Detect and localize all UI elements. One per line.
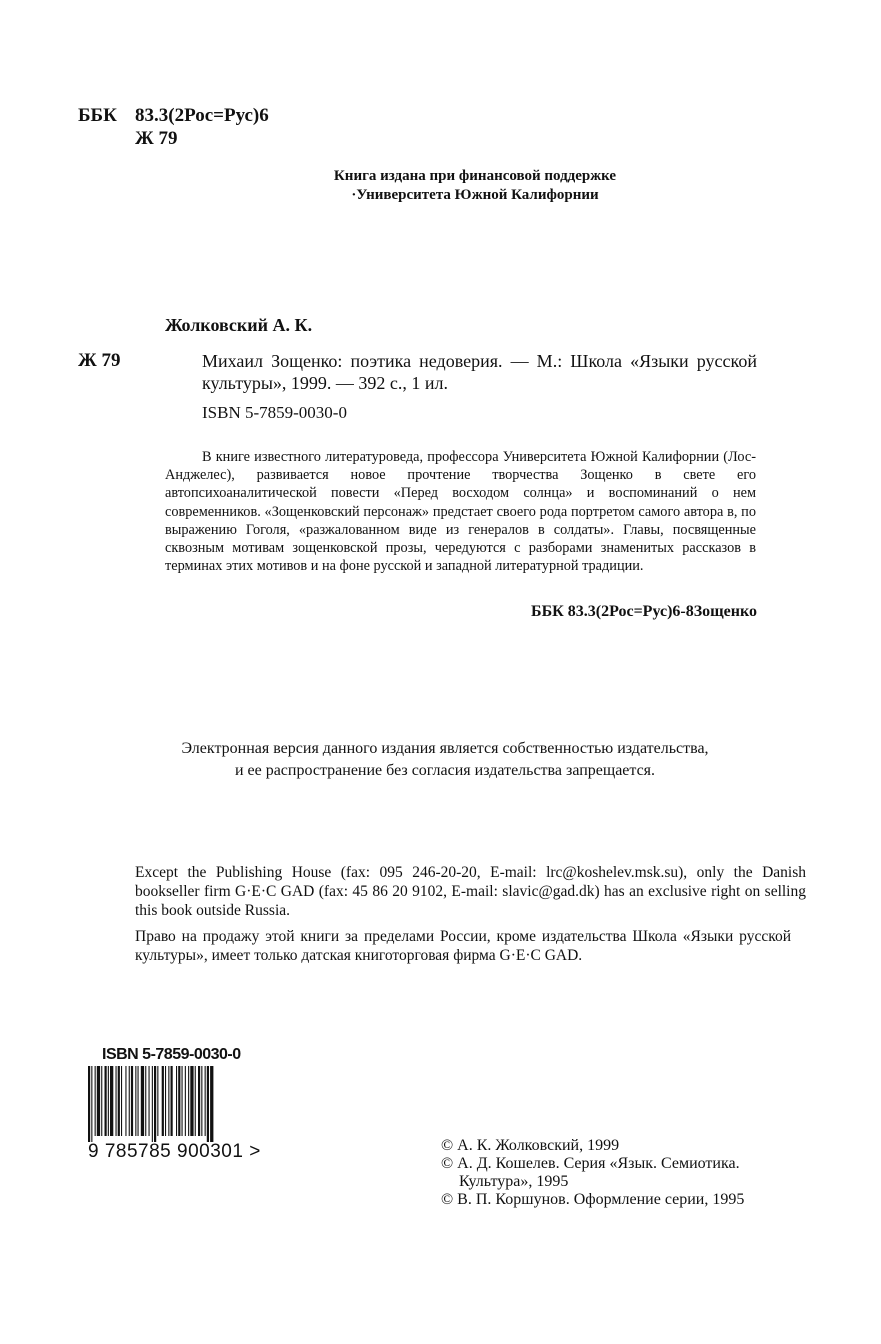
barcode-bars <box>88 1066 258 1142</box>
copyright-block <box>441 1137 744 1209</box>
barcode-bar <box>88 1066 90 1142</box>
barcode-bar <box>154 1066 156 1142</box>
author-mark: Ж 79 <box>135 128 178 149</box>
barcode-bar <box>101 1066 102 1136</box>
barcode-digits: 9 785785 900301 > <box>88 1141 261 1162</box>
barcode-bar <box>198 1066 200 1136</box>
copyright-series-cont: Культура», 1995 <box>459 1173 569 1190</box>
barcode-bar <box>97 1066 100 1136</box>
barcode-bar <box>207 1066 209 1142</box>
bbk-label: ББК <box>78 105 117 126</box>
barcode-bar <box>168 1066 169 1136</box>
barcode-bar <box>195 1066 196 1136</box>
author-name: Жолковский А. К. <box>165 315 313 335</box>
barcode-bar <box>176 1066 177 1136</box>
bbk-full-code: ББК 83.3(2Рос=Рус)6-8Зощенко <box>531 603 757 620</box>
barcode-isbn-label: ISBN 5-7859-0030-0 <box>102 1046 241 1063</box>
show-through-shadow <box>250 145 260 175</box>
barcode-bar <box>110 1066 113 1136</box>
isbn-barcode <box>88 1046 273 1166</box>
isbn: ISBN 5-7859-0030-0 <box>202 403 347 422</box>
electronic-notice <box>120 738 770 782</box>
barcode-bar <box>131 1066 133 1136</box>
export-rights-english: Except the Publishing House (fax: 095 246-20-20, E-mail: lrc@koshelev.msk.su), only the Danish bookseller firm G·E·C GAD (fax: 45 86 20 9102, E-mail: slavic@gad.dk) has an exclusive right on selling this book outside Russia. <box>135 864 806 919</box>
electronic-notice-line2: и ее распространение без согласия издательства запрещается. <box>234 762 656 779</box>
barcode-bar <box>171 1066 173 1136</box>
barcode-bar <box>95 1066 96 1136</box>
support-note: Книга издана при финансовой поддержке ·Университета Южной Калифорнии <box>333 168 617 203</box>
barcode-bar <box>125 1066 126 1136</box>
barcode-bar <box>182 1066 183 1136</box>
barcode-bar <box>162 1066 164 1136</box>
barcode-bar <box>201 1066 202 1136</box>
barcode-bar <box>138 1066 139 1136</box>
title-description: Михаил Зощенко: поэтика недоверия. — М.: Школа «Языки русской культуры», 1999. — 392 с., 1 ил. <box>202 351 757 393</box>
copyright-design: © В. П. Коршунов. Оформление серии, 1995 <box>441 1191 745 1208</box>
electronic-notice-line1: Электронная версия данного издания является собственностью издательства, <box>181 740 709 757</box>
barcode-bar <box>165 1066 166 1136</box>
barcode-bar <box>205 1066 206 1136</box>
barcode-bar <box>141 1066 144 1136</box>
barcode-bar <box>190 1066 193 1136</box>
barcode-bar <box>118 1066 120 1136</box>
barcode-bar <box>105 1066 107 1136</box>
copyright-author: © А. К. Жолковский, 1999 <box>441 1137 620 1154</box>
barcode-bar <box>129 1066 130 1136</box>
barcode-bar <box>152 1066 153 1142</box>
barcode-bar <box>116 1066 117 1136</box>
barcode-bar <box>135 1066 136 1136</box>
entry-author-mark: Ж 79 <box>78 350 121 371</box>
barcode-bar <box>145 1066 146 1136</box>
copyright-series: © А. Д. Кошелев. Серия «Язык. Семиотика. <box>441 1155 740 1172</box>
barcode-bar <box>108 1066 109 1136</box>
barcode-bar <box>121 1066 122 1136</box>
export-rights-russian: Право на продажу этой книги за пределами России, кроме издательства Школа «Языки русской культуры», имеет только датская книготорговая фирма G·E·C GAD. <box>135 928 791 964</box>
annotation: В книге известного литературоведа, профессора Университета Южной Калифорнии (Лос-Анджелес), развивается новое прочтение творчества Зощенко в свете его автопсихоаналитической повести «Перед восходом солнца» и воспоминаний о нем современников. «Зощенковский персонаж» предстает своего рода портретом самого автора в, по выражению Гоголя, «разжалованном виде из генералов в солдаты». Главы, посвященные сквозным мотивам зощенковской прозы, чередуются с разборами знаменитых рассказов в терминах этих мотивов и на фоне русской и западной литературной традиции. <box>165 449 756 575</box>
barcode-bar <box>210 1066 213 1142</box>
barcode-bar <box>157 1066 158 1136</box>
barcode-bar <box>188 1066 189 1136</box>
bbk-code <box>135 105 269 127</box>
barcode-bar <box>91 1066 92 1142</box>
barcode-bar <box>149 1066 150 1136</box>
barcode-bar <box>178 1066 180 1136</box>
barcode-bar <box>185 1066 186 1136</box>
bbk-code-value: 83.3(2Рос=Рус)6 <box>135 105 269 126</box>
